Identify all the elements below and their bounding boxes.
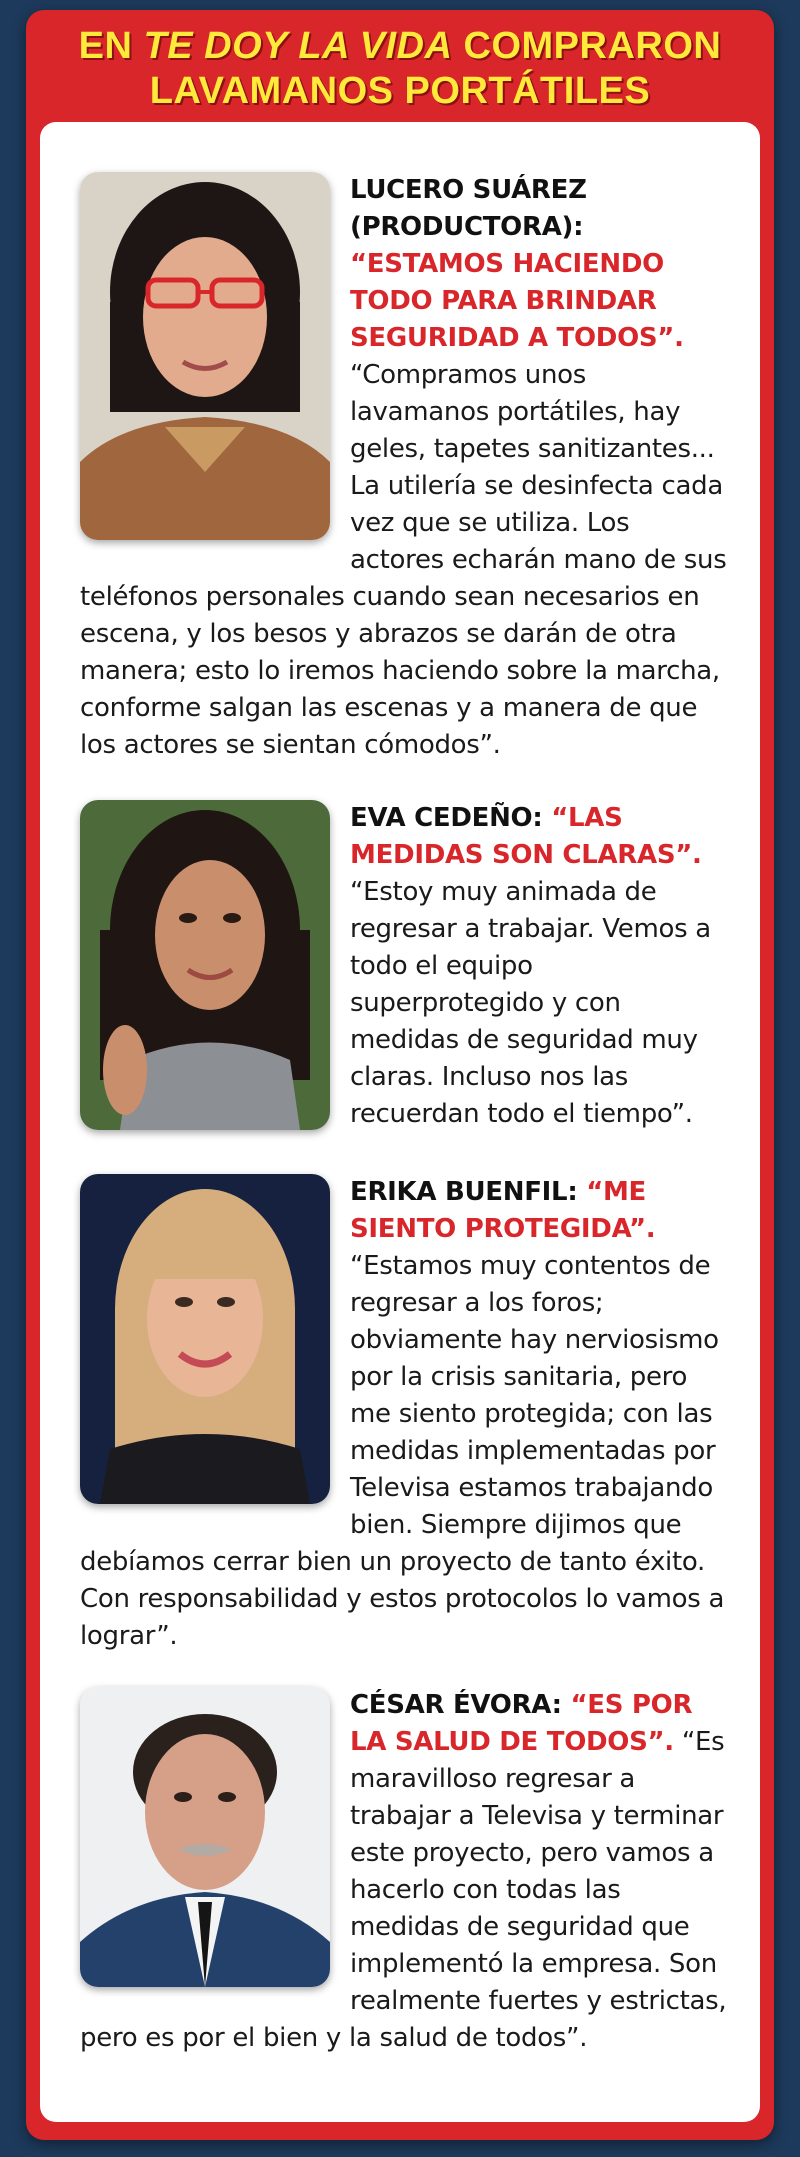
headline-quote: “ESTAMOS HACIENDO TODO PARA BRINDAR SEGURIDAD A TODOS”. xyxy=(350,249,684,353)
headline-quote: “LAS MEDIDAS SON CLARAS”. xyxy=(350,803,702,870)
content-panel xyxy=(40,122,760,2122)
headline xyxy=(26,24,774,114)
entry-erika-buenfil xyxy=(80,1174,730,1655)
photo-erika-buenfil xyxy=(80,1174,330,1504)
entry-cesar-evora xyxy=(80,1687,730,2057)
quote-body: “Estamos muy contentos de regresar a los foros; obviamente hay nerviosismo por la crisis sanitaria, pero me siento protegida; con las medidas implementadas por Televisa estamos trabajando bien. Siempre dijimos que debíamos cerrar bien un proyecto de tanto éxito. Con responsabilidad y estos protocolos lo vamos a lograr”. xyxy=(80,1251,725,1651)
speaker-name: ERIKA BUENFIL: xyxy=(350,1177,587,1207)
photo-cesar-evora xyxy=(80,1687,330,1987)
quote-body: “Estoy muy animada de regresar a trabajar. Vemos a todo el equipo superprotegido y con medidas de seguridad muy claras. Incluso nos las recuerdan todo el tiempo”. xyxy=(350,877,711,1129)
headline-suffix: COMPRARON LAVAMANOS PORTÁTILES xyxy=(149,25,722,112)
entry-eva-cedeno xyxy=(80,800,730,1138)
photo-eva-cedeno xyxy=(80,800,330,1130)
headline-prefix: EN xyxy=(78,25,144,67)
headline-show-title: TE DOY LA VIDA xyxy=(143,25,453,67)
headline-quote: “ME SIENTO PROTEGIDA”. xyxy=(350,1177,656,1244)
entry-lucero-suarez xyxy=(80,172,730,764)
quote-body: “Compramos unos lavamanos portátiles, hay geles, tapetes sanitizantes... La utilería se desinfecta cada vez que se utiliza. Los actores echarán mano de sus teléfonos personales cuando sean necesarios en escena, y los besos y abrazos se darán de otra manera; esto lo iremos haciendo sobre la marcha, conforme salgan las escenas y a manera de que los actores se sientan cómodos”. xyxy=(80,360,727,760)
speaker-name: EVA CEDEÑO: xyxy=(350,803,552,833)
speaker-name: CÉSAR ÉVORA: xyxy=(350,1690,571,1720)
article-box xyxy=(26,10,774,2140)
speaker-name: LUCERO SUÁREZ (PRODUCTORA): xyxy=(350,175,587,242)
quote-body: “Es maravilloso regresar a trabajar a Televisa y terminar este proyecto, pero vamos a hacerlo con todas las medidas de seguridad que implementó la empresa. Son realmente fuertes y estrictas, pero es por el bien y la salud de todos”. xyxy=(80,1727,727,2053)
headline-quote: “ES POR LA SALUD DE TODOS”. xyxy=(350,1690,693,1757)
photo-lucero-suarez xyxy=(80,172,330,540)
